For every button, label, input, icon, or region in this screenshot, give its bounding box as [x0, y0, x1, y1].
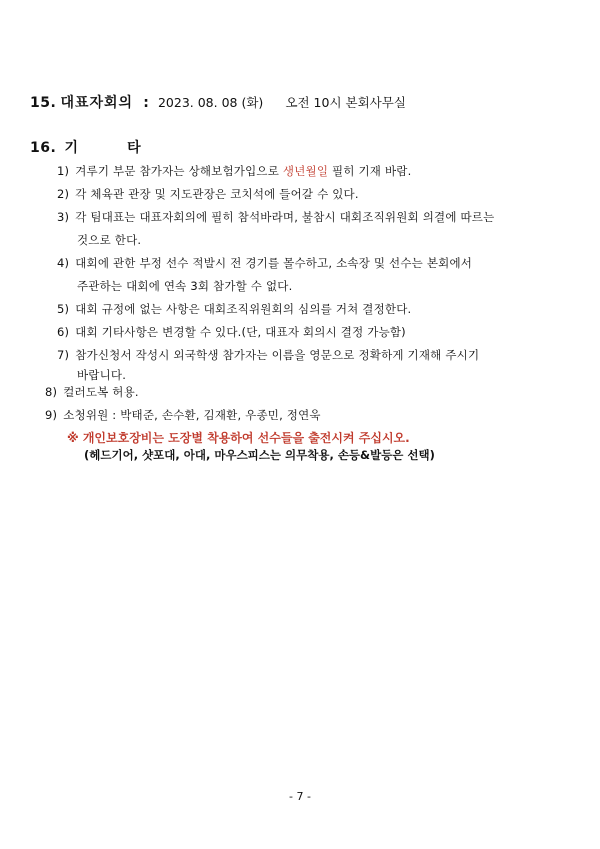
list-item-text: 대회에 관한 부정 선수 적발시 전 경기를 몰수하고, 소속장 및 선수는 본회에서 [75, 256, 473, 270]
list-item-number: 6) [57, 325, 70, 339]
list-item-text: 각 체육관 관장 및 지도관장은 코치석에 들어갈 수 있다. [75, 187, 359, 201]
list-item-continuation: 주관하는 대회에 연속 3회 참가할 수 없다. [77, 279, 293, 293]
list-item [57, 302, 411, 316]
section-15-number: 15. [30, 95, 57, 111]
list-item-number: 9) [45, 408, 58, 422]
list-item-number: 2) [57, 187, 70, 201]
page-number: - 7 - [289, 790, 311, 803]
list-item-text: 소청위원 : 박태준, 손수환, 김재환, 우종민, 정연욱 [63, 408, 321, 422]
list-item-text: 컬러도복 허용. [63, 385, 139, 399]
section-15-date: 2023. 08. 08 (화) [157, 95, 264, 110]
list-item [57, 348, 479, 362]
list-item-number: 5) [57, 302, 70, 316]
list-item-continuation: 것으로 한다. [77, 233, 142, 247]
list-item [57, 325, 406, 339]
list-item-text: 참가신청서 작성시 외국학생 참가자는 이름을 영문으로 정확하게 기재해 주시기 [75, 348, 480, 362]
section-16-number: 16. [30, 140, 57, 156]
list-item [45, 385, 139, 399]
list-item-number: 4) [57, 256, 70, 270]
list-item-number: 1) [57, 164, 70, 178]
list-item [57, 256, 472, 270]
section-15-colon: : [143, 95, 150, 111]
list-item-number: 8) [45, 385, 58, 399]
list-item [45, 408, 321, 422]
list-item [57, 187, 359, 201]
protective-gear-detail: (헤드기어, 샷포대, 아대, 마우스피스는 의무착용, 손등&발등은 선택) [84, 448, 435, 462]
section-15-heading [30, 92, 406, 112]
protective-gear-notice: ※ 개인보호장비는 도장별 착용하여 선수들을 출전시켜 주십시오. [67, 431, 410, 445]
list-item-text: 대회 기타사항은 변경할 수 있다.(단, 대표자 회의시 결정 가능함) [75, 325, 406, 339]
list-item-continuation: 바랍니다. [77, 368, 127, 382]
list-item-text: 겨루기 부문 참가자는 상해보험가입으로 [75, 164, 283, 178]
list-item [57, 210, 494, 224]
list-item-number: 3) [57, 210, 70, 224]
section-16-title-char1: 기 [64, 140, 79, 156]
section-16-heading [30, 137, 142, 157]
list-item-number: 7) [57, 348, 70, 362]
birthdate-highlight: 생년월일 [282, 164, 329, 178]
section-15-time-place: 오전 10시 본회사무실 [285, 95, 406, 110]
list-item-text: 각 팀대표는 대표자회의에 필히 참석바라며, 불참시 대회조직위원회 의결에 따르는 [75, 210, 495, 224]
list-item [57, 164, 411, 178]
list-item-text: 대회 규정에 없는 사항은 대회조직위원회의 심의를 거쳐 결정한다. [75, 302, 412, 316]
list-item-text-tail: 필히 기재 바람. [328, 164, 412, 178]
section-16-title-char2: 타 [127, 140, 142, 156]
section-15-title: 대표자회의 [60, 95, 134, 111]
